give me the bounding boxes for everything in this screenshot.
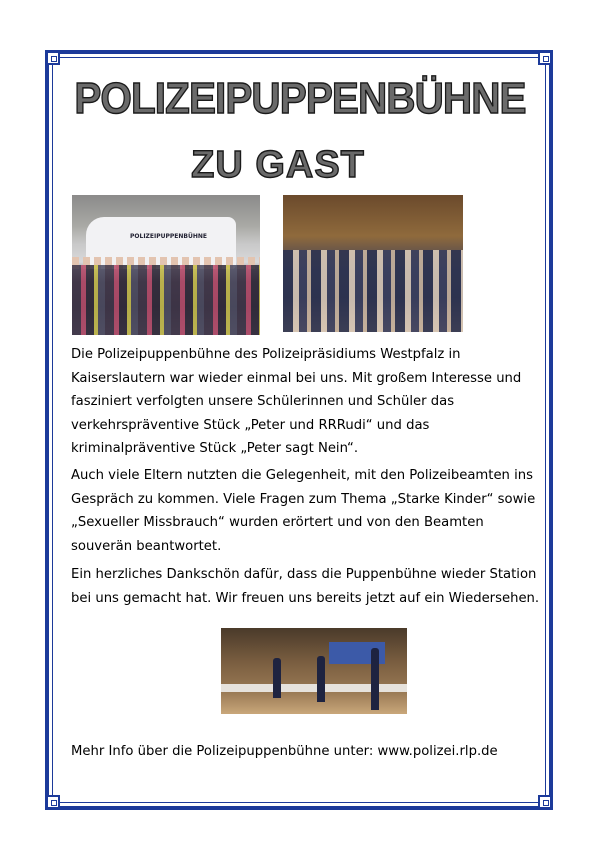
van-lettering: POLIZEIPUPPENBÜHNE	[130, 233, 208, 240]
photo-detail	[273, 658, 281, 698]
corner-ornament	[46, 51, 60, 65]
corner-ornament	[538, 51, 552, 65]
corner-ornament	[46, 795, 60, 809]
footer-more-info: Mehr Info über die Polizeipuppenbühne unter: www.polizei.rlp.de	[71, 744, 498, 759]
photo-detail	[371, 648, 379, 710]
corner-ornament	[538, 795, 552, 809]
photo-detail	[72, 265, 260, 335]
paragraph-visit: Die Polizeipuppenbühne des Polizeipräsidiums Westpfalz in Kaiserslautern war wieder einmal bei uns. Mit großem Interesse und fasziniert verfolgten unsere Schülerinnen und Schüler das verkehrspräventive Stück „Peter und RRRudi“ und das kriminalpräventive Stück „Peter sagt Nein“.	[71, 347, 522, 456]
photo-detail	[317, 656, 325, 702]
photo-audience	[283, 195, 463, 332]
photo-stage	[221, 628, 407, 714]
paragraph-parents: Auch viele Eltern nutzten die Gelegenheit, mit den Polizeibeamten ins Gespräch zu kommen. Viele Fragen zum Thema „Starke Kinder“ sowie „Sexueller Missbrauch“ wurden erörtert und von den Beamten souverän beantwortet.	[71, 468, 536, 554]
paragraph-thanks: Ein herzliches Dankschön dafür, dass die Puppenbühne wieder Station bei uns gemacht hat. Wir freuen uns bereits jetzt auf ein Wiedersehen.	[71, 567, 540, 606]
page-title: POLIZEIPUPPENBÜHNE	[74, 74, 526, 123]
photo-detail	[283, 250, 463, 332]
photo-van-and-children	[72, 195, 260, 335]
page-subtitle: ZU GAST	[191, 144, 365, 186]
photo-detail	[221, 684, 407, 692]
